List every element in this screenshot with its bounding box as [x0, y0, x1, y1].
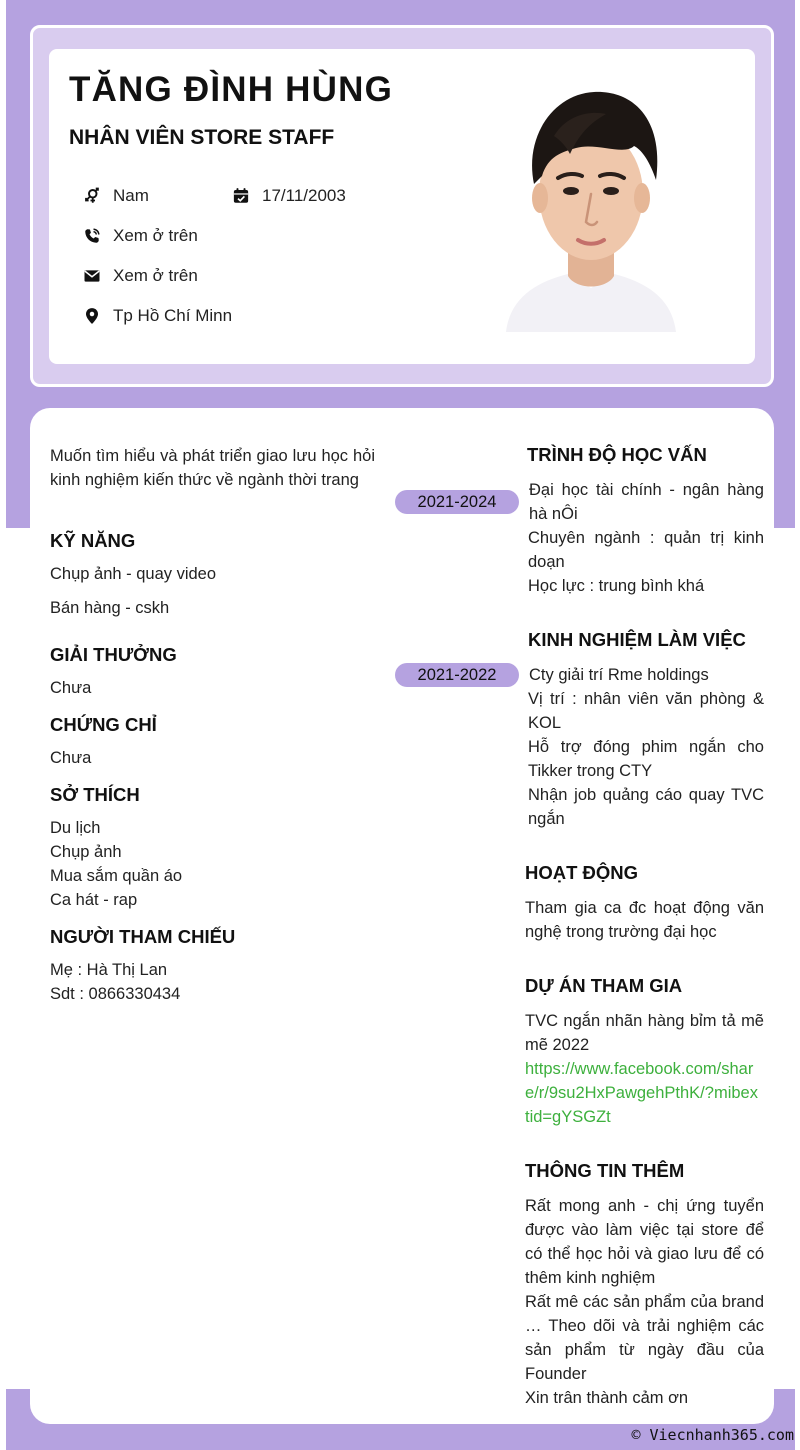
experience-line: Nhận job quảng cáo quay TVC ngắn: [528, 786, 764, 828]
education-heading: TRÌNH ĐỘ HỌC VẤN: [527, 444, 707, 465]
address-info: [83, 306, 232, 326]
projects-text: TVC ngắn nhãn hàng bỉm tả mẽ mẽ 2022: [525, 1012, 764, 1054]
gender-info: [83, 186, 149, 206]
gender-text: Nam: [113, 186, 149, 205]
experience-period-badge: 2021-2022: [395, 663, 519, 687]
education-period-badge: 2021-2024: [395, 490, 519, 514]
skill-item: Bán hàng - cskh: [50, 599, 170, 617]
activities-text: Tham gia ca đc hoạt động văn nghệ trong trường đại học: [525, 899, 764, 941]
phone-info: [83, 226, 198, 246]
reference-item: Sdt : 0866330434: [50, 985, 181, 1003]
education-major: Chuyên ngành : quản trị kinh doạn: [528, 529, 764, 571]
awards-heading: GIẢI THƯỞNG: [50, 644, 177, 665]
certificates-text: Chưa: [50, 749, 92, 767]
candidate-name: TĂNG ĐÌNH HÙNG: [69, 70, 394, 109]
reference-item: Mẹ : Hà Thị Lan: [50, 961, 168, 979]
email-text: Xem ở trên: [113, 266, 198, 285]
education-school: Đại học tài chính - ngân hàng hà nÔi: [529, 481, 764, 523]
closing-thanks: Xin trân thành cảm ơn: [525, 1389, 689, 1407]
hobby-item: Mua sắm quần áo: [50, 867, 183, 885]
email-info: [83, 266, 198, 286]
references-heading: NGƯỜI THAM CHIẾU: [50, 926, 236, 947]
skill-item: Chụp ảnh - quay video: [50, 565, 217, 583]
career-objective: Muốn tìm hiểu và phát triển giao lưu học hỏi kinh nghiệm kiến thức về ngành thời trang: [50, 447, 375, 489]
birthday-info: [232, 186, 346, 206]
experience-company: Cty giải trí Rme holdings: [529, 666, 709, 684]
address-text: Tp Hồ Chí Minn: [113, 306, 233, 325]
hobby-item: Chụp ảnh: [50, 843, 122, 861]
projects-heading: DỰ ÁN THAM GIA: [525, 975, 683, 996]
experience-line: Hỗ trợ đóng phim ngắn cho Tikker trong CTY: [528, 738, 764, 780]
activities-heading: HOẠT ĐỘNG: [525, 862, 639, 883]
education-grade: Học lực : trung bình khá: [528, 577, 705, 595]
birthday-text: 17/11/2003: [262, 186, 346, 205]
profile-photo: [496, 76, 686, 332]
awards-text: Chưa: [50, 679, 92, 697]
hobby-item: Ca hát - rap: [50, 891, 138, 909]
mail-icon: [83, 267, 101, 285]
project-link[interactable]: https://www.facebook.com/share/r/9su2HxPawgehPthK/?mibextid=gYSGZt: [525, 1060, 758, 1126]
hobby-item: Du lịch: [50, 819, 101, 837]
copyright-footer: © Viecnhanh365.com: [631, 1426, 794, 1444]
candidate-position: NHÂN VIÊN STORE STAFF: [69, 126, 335, 149]
location-icon: [83, 307, 101, 325]
additional-info-paragraph: Rất mê các sản phẩm của brand … Theo dõi và trải nghiệm các sản phẩm từ ngày đầu của Founder: [525, 1293, 764, 1383]
skills-heading: KỸ NĂNG: [50, 530, 136, 551]
additional-info-paragraph: Rất mong anh - chị ứng tuyển được vào làm việc tại store để có thể học hỏi và giao lưu để có thêm kinh nghiệm: [525, 1197, 764, 1287]
phone-icon: [83, 227, 101, 245]
phone-text: Xem ở trên: [113, 226, 198, 245]
additional-info-heading: THÔNG TIN THÊM: [525, 1160, 685, 1181]
experience-line: Vị trí : nhân viên văn phòng & KOL: [528, 690, 764, 732]
hobbies-heading: SỞ THÍCH: [50, 784, 140, 805]
gender-icon: [83, 187, 101, 205]
calendar-icon: [232, 187, 250, 205]
certificates-heading: CHỨNG CHỈ: [50, 714, 157, 735]
experience-heading: KINH NGHIỆM LÀM VIỆC: [528, 629, 746, 650]
